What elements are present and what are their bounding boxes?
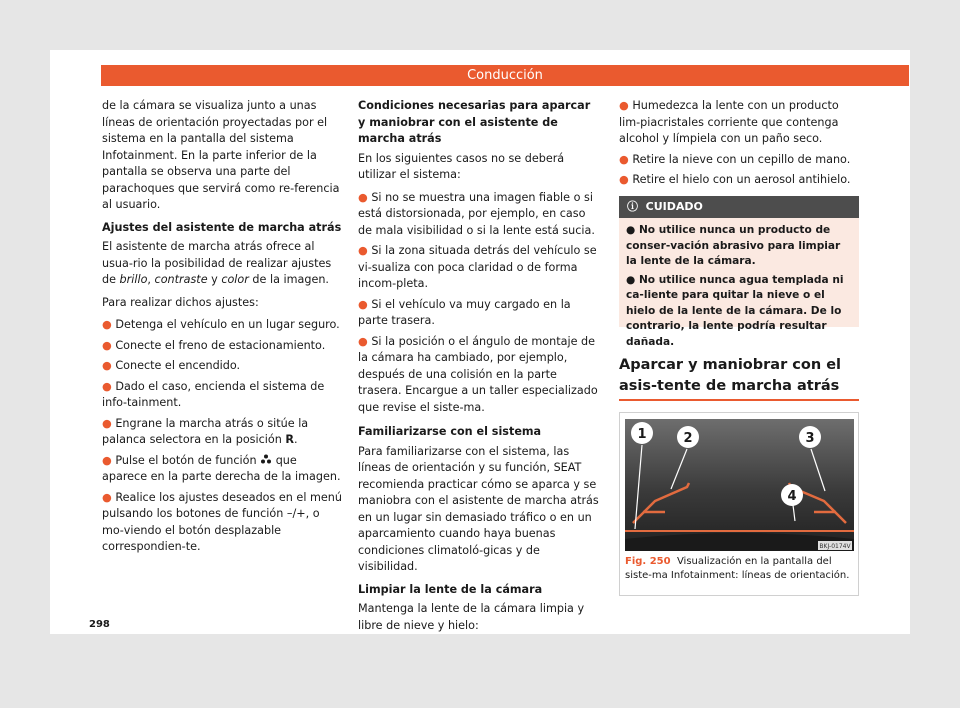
- paragraph-familiarizarse: Para familiarizarse con el sistema, las líneas de orientación y su función, SEAT recomienda practicar cómo se aparca y se maniobra con el asistente de marcha atrás en un lugar sin demasiado tráfico o en un aparcamiento cuando haya buenas condiciones climatoló‑gicas y de visibilidad.: [358, 444, 599, 573]
- heading-ajustes: Ajustes del asistente de marcha atrás: [102, 220, 342, 234]
- section-divider: [619, 399, 859, 401]
- svg-text:2: 2: [683, 431, 693, 446]
- page: [50, 50, 910, 634]
- list-item: ● Si el vehículo va muy cargado en la parte trasera.: [358, 297, 571, 327]
- bullet-icon: ●: [619, 173, 629, 186]
- svg-text:4: 4: [787, 489, 797, 504]
- list-item: ● Engrane la marcha atrás o sitúe la palanca selectora en la posición R.: [102, 416, 309, 446]
- list-item: ● Humedezca la lente con un producto lim‑piacristales corriente que contenga alcohol y límpiela con un paño seco.: [619, 99, 839, 145]
- figure: [619, 412, 859, 596]
- list-item: ● Si la posición o el ángulo de montaje de la cámara ha cambiado, por ejemplo, después de una colisión en la parte trasera. Encargue a un taller especializado que revise el siste‑ma.: [358, 334, 598, 414]
- paragraph-ajustes: El asistente de marcha atrás ofrece al usua‑rio la posibilidad de realizar ajustes de brillo, contraste y color de la imagen.: [102, 240, 332, 286]
- svg-text:3: 3: [805, 431, 815, 446]
- bullet-icon: ●: [102, 318, 112, 331]
- warning-body: [619, 218, 859, 358]
- column-3: [619, 98, 862, 193]
- callout-4: [781, 484, 803, 506]
- bullet-icon: ●: [358, 244, 368, 257]
- section-title: Aparcar y maniobrar con el asis‑tente de marcha atrás: [619, 357, 842, 394]
- column-2: [358, 98, 601, 640]
- column-1: [102, 98, 342, 560]
- callout-1: [631, 422, 653, 444]
- list-item: ● Realice los ajustes deseados en el menú pulsando los botones de función –/+, o mo‑viendo el botón desplazable correspondien‑te.: [102, 490, 342, 553]
- warning-item: ● No utilice nunca agua templada ni ca‑liente para quitar la nieve o el hielo de la lente de la cámara. De lo contrario, la lente podría resultar dañada.: [626, 273, 844, 348]
- bullet-icon: ●: [102, 453, 112, 467]
- bullet-icon: ●: [102, 338, 112, 352]
- list-item: ● Dado el caso, encienda el sistema de info‑tainment.: [102, 379, 325, 409]
- list-item: ● Retire el hielo con un aerosol antihielo.: [619, 173, 851, 186]
- figure-caption: Fig. 250 Visualización en la pantalla del siste‑ma Infotainment: líneas de orientación.: [625, 556, 850, 581]
- warning-header: ⓘ CUIDADO: [619, 196, 859, 218]
- figure-code: BKJ-0174V: [819, 543, 851, 550]
- svg-text:1: 1: [637, 427, 647, 442]
- list-item: ● Si no se muestra una imagen fiable o si está distorsionada, por ejemplo, en caso de mala visibilidad o si la lente está sucia.: [358, 190, 595, 237]
- list-item: ● Conecte el freno de estacionamiento.: [102, 338, 326, 352]
- bullet-icon: ●: [102, 490, 112, 504]
- page-number: 298: [89, 619, 110, 630]
- intro-paragraph: de la cámara se visualiza junto a unas líneas de orientación proyectadas por el sistema en la pantalla del sistema Infotainment. En la parte inferior de la pantalla se observa una parte del parachoques que servirá como re‑ferencia al usuario.: [102, 99, 340, 211]
- chapter-header: Conducción: [101, 65, 909, 86]
- callout-2: [677, 426, 699, 448]
- warning-box: [619, 196, 859, 348]
- list-item: ● Conecte el encendido.: [102, 359, 241, 372]
- heading-condiciones: Condiciones necesarias para aparcar y maniobrar con el asistente de marcha atrás: [358, 99, 591, 145]
- paragraph-dichos: Para realizar dichos ajustes:: [102, 295, 259, 309]
- bullet-icon: ●: [358, 190, 368, 204]
- bullet-icon: ●: [102, 416, 112, 430]
- warning-item: ● No utilice nunca un producto de conser‑vación abrasivo para limpiar la lente de la cámara.: [626, 224, 841, 267]
- bullet-icon: ●: [619, 152, 629, 166]
- paragraph-condiciones: En los siguientes casos no se deberá utilizar el sistema:: [358, 151, 565, 181]
- settings-function-icon: [260, 454, 272, 464]
- bullet-icon: ●: [358, 297, 368, 311]
- heading-limpiar: Limpiar la lente de la cámara: [358, 582, 543, 596]
- bullet-icon: ●: [102, 359, 112, 372]
- bullet-icon: ●: [102, 379, 112, 393]
- camera-view-illustration: [625, 419, 854, 551]
- bullet-icon: ●: [619, 99, 629, 112]
- heading-familiarizarse: Familiarizarse con el sistema: [358, 425, 542, 438]
- caution-icon: ⓘ: [627, 200, 638, 213]
- list-item: ● Pulse el botón de función que aparece en la parte derecha de la imagen.: [102, 453, 341, 483]
- callout-3: [799, 426, 821, 448]
- bullet-icon: ●: [358, 334, 368, 348]
- paragraph-limpiar: Mantenga la lente de la cámara limpia y libre de nieve y hielo:: [358, 602, 585, 632]
- list-item: ● Si la zona situada detrás del vehículo se vi‑sualiza con poca claridad o de forma incom‑pleta.: [358, 244, 597, 290]
- list-item: ● Detenga el vehículo en un lugar seguro.: [102, 318, 340, 331]
- list-item: ● Retire la nieve con un cepillo de mano.: [619, 152, 851, 166]
